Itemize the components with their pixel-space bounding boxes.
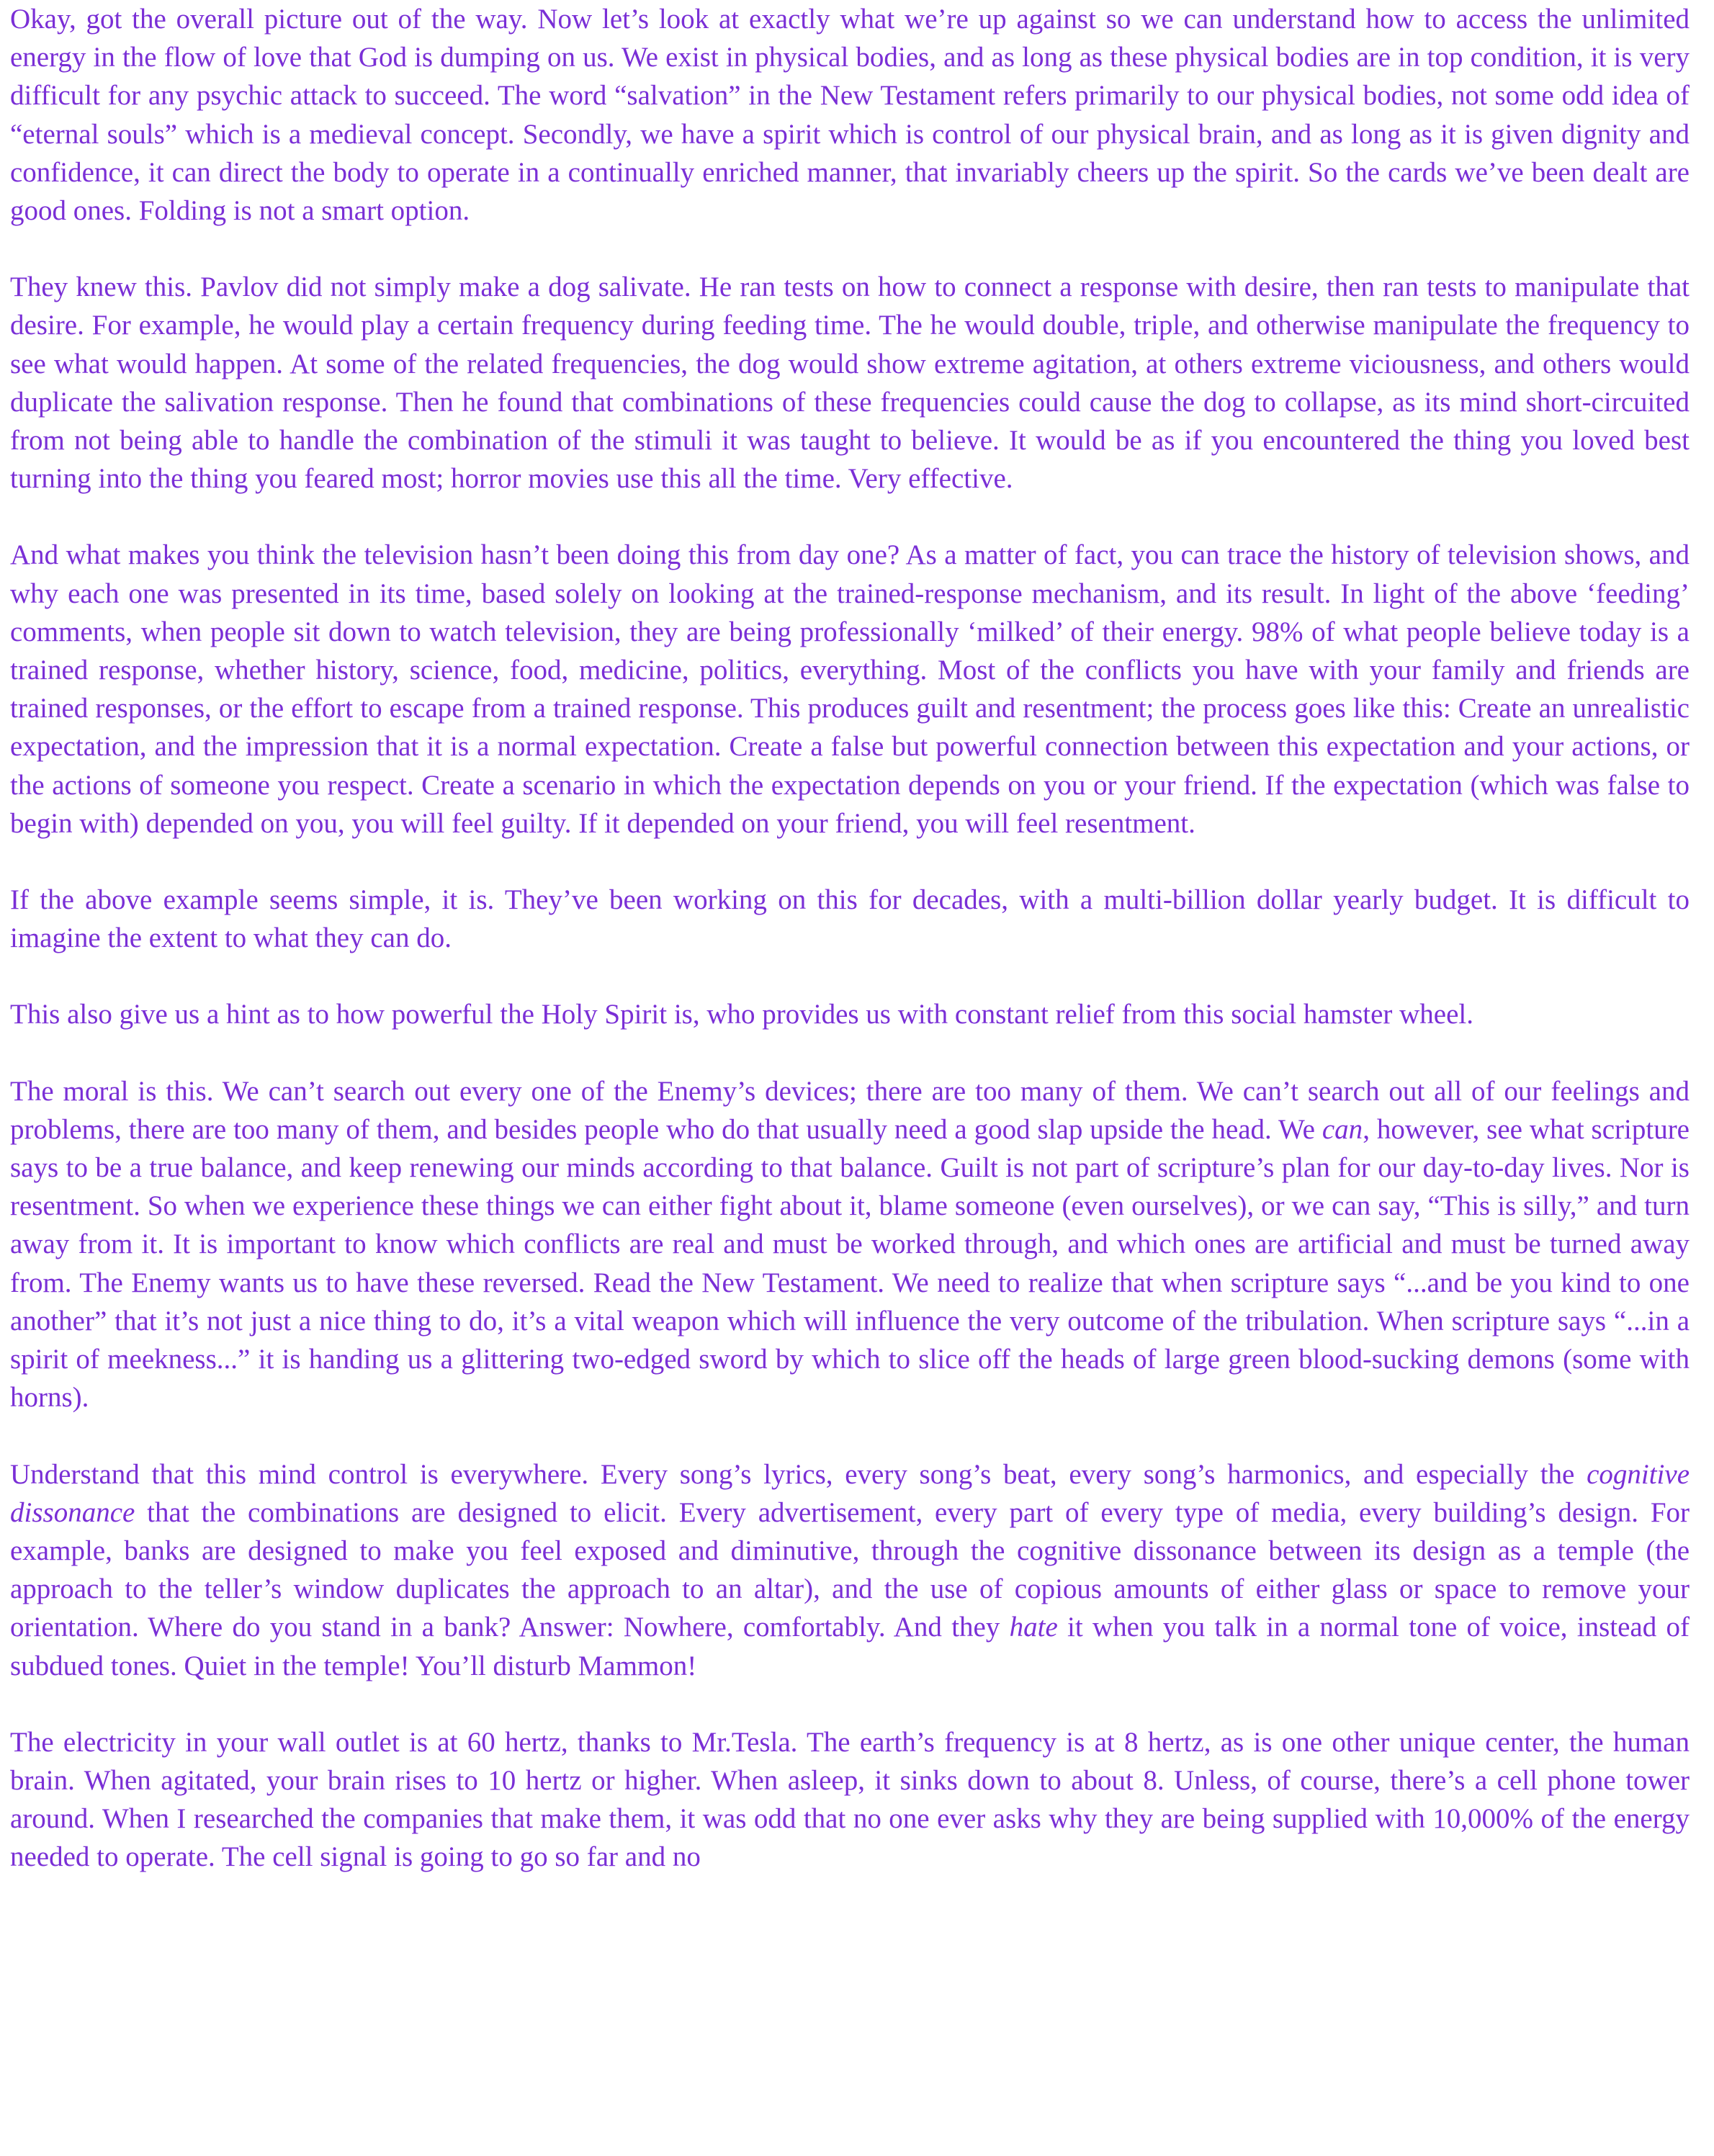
paragraph-2 — [10, 268, 1690, 498]
paragraph-text: that the combinations are designed to elicit. Every advertisement, every part of every type of media, every building’s design. For example, banks are designed to make you feel exposed and diminutive, through the cognitive dissonance between its design as a temple (the approach to the teller’s window duplicates the approach to an altar), and the use of copious amounts of either glass or space to remove your orientation. Where do you stand in a bank? Answer: Nowhere, comfortably. And they — [10, 1496, 1690, 1643]
paragraph-4 — [10, 881, 1690, 957]
paragraph-7 — [10, 1455, 1690, 1685]
paragraph-text: If the above example seems simple, it is. They’ve been working on this for decades, with a multi-billion dollar yearly budget. It is difficult to imagine the extent to what they can do. — [10, 884, 1690, 954]
paragraph-text: And what makes you think the television hasn’t been doing this from day one? As a matter of fact, you can trace the history of television shows, and why each one was presented in its time, based solely on looking at the trained-response mechanism, and its result. In light of the above ‘feeding’ comments, when people sit down to watch television, they are being professionally ‘milked’ of their energy. 98% of what people believe today is a trained response, whether history, science, food, medicine, politics, everything. Most of the conflicts you have with your family and friends are trained responses, or the effort to escape from a trained response. This produces guilt and resentment; the process goes like this: Create an unrealistic expectation, and the impression that it is a normal expectation. Create a false but powerful connection between this expectation and your actions, or the actions of someone you respect. Create a scenario in which the expectation depends on you or your friend. If the expectation (which was false to begin with) depended on you, you will feel guilty. If it depended on your friend, you will feel resentment. — [10, 539, 1690, 839]
paragraph-text: This also give us a hint as to how powerful the Holy Spirit is, who provides us with constant relief from this social hamster wheel. — [10, 999, 1473, 1030]
paragraph-1 — [10, 0, 1690, 230]
paragraph-6 — [10, 1072, 1690, 1417]
italic-emphasis: can — [1322, 1113, 1363, 1145]
paragraph-text: it when you talk in a normal tone of voice, instead of subdued tones. Quiet in the temple! You’ll disturb Mammon! — [10, 1612, 1690, 1681]
paragraph-text: The moral is this. We can’t search out every one of the Enemy’s devices; there are too many of them. We can’t search out all of our feelings and problems, there are too many of them, and besides people who do that usually need a good slap upside the head. We — [10, 1075, 1690, 1145]
paragraph-text: The electricity in your wall outlet is at 60 hertz, thanks to Mr.Tesla. The earth’s frequency is at 8 hertz, as is one other unique center, the human brain. When agitated, your brain rises to 10 hertz or higher. When asleep, it sinks down to about 8. Unless, of course, there’s a cell phone tower around. When I researched the companies that make them, it was odd that no one ever asks why they are being supplied with 10,000% of the energy needed to operate. The cell signal is going to go so far and no — [10, 1726, 1690, 1873]
paragraph-text: Understand that this mind control is everywhere. Every song’s lyrics, every song’s beat, every song’s harmonics, and especially the — [10, 1458, 1587, 1490]
document-page — [10, 0, 1690, 1877]
italic-emphasis: hate — [1009, 1612, 1058, 1643]
paragraph-text: They knew this. Pavlov did not simply make a dog salivate. He ran tests on how to connect a response with desire, then ran tests to manipulate that desire. For example, he would play a certain frequency during feeding time. The he would double, triple, and otherwise manipulate the frequency to see what would happen. At some of the related frequencies, the dog would show extreme agitation, at others extreme viciousness, and others would duplicate the salivation response. Then he found that combinations of these frequencies could cause the dog to collapse, as its mind short-circuited from not being able to handle the combination of the stimuli it was taught to believe. It would be as if you encountered the thing you loved best turning into the thing you feared most; horror movies use this all the time. Very effective. — [10, 271, 1690, 495]
paragraph-3 — [10, 536, 1690, 843]
italic-emphasis: cognitive dissonance — [10, 1458, 1690, 1528]
paragraph-text: , however, see what scripture says to be a true balance, and keep renewing our minds according to that balance. Guilt is not part of scripture’s plan for our day-to-day lives. Nor is resentment. So when we experience these things we can either fight about it, blame someone (even ourselves), or we can say, “This is silly,” and turn away from it. It is important to know which conflicts are real and must be worked through, and which ones are artificial and must be turned away from. The Enemy wants us to have these reversed. Read the New Testament. We need to realize that when scripture says “...and be you kind to one another” that it’s not just a nice thing to do, it’s a vital weapon which will influence the very outcome of the tribulation. When scripture says “...in a spirit of meekness...” it is handing us a glittering two-edged sword by which to slice off the heads of large green blood-sucking demons (some with horns). — [10, 1113, 1690, 1414]
paragraph-8 — [10, 1723, 1690, 1877]
paragraph-5 — [10, 995, 1690, 1033]
paragraph-text: Okay, got the overall picture out of the way. Now let’s look at exactly what we’re up against so we can understand how to access the unlimited energy in the flow of love that God is dumping on us. We exist in physical bodies, and as long as these physical bodies are in top condition, it is very difficult for any psychic attack to succeed. The word “salvation” in the New Testament refers primarily to our physical bodies, not some odd idea of “eternal souls” which is a medieval concept. Secondly, we have a spirit which is control of our physical brain, and as long as it is given dignity and confidence, it can direct the body to operate in a continually enriched manner, that invariably cheers up the spirit. So the cards we’ve been dealt are good ones. Folding is not a smart option. — [10, 4, 1690, 227]
